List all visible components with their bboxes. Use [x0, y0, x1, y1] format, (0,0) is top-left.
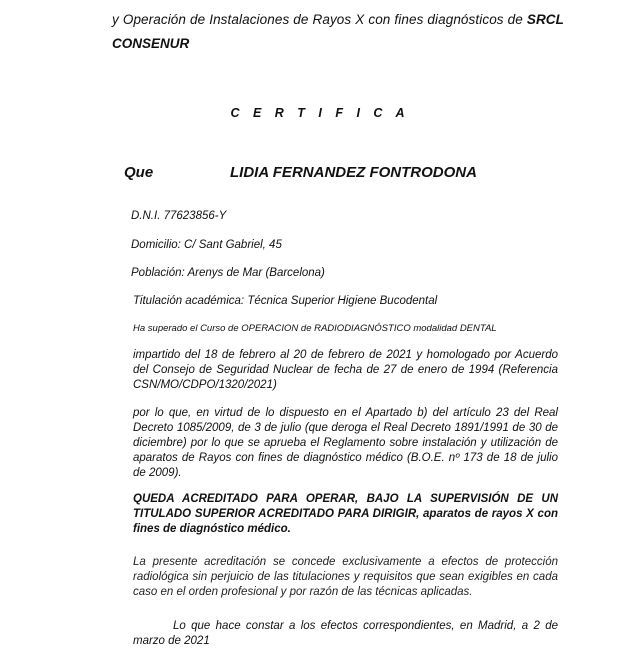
que-label: Que: [124, 164, 154, 181]
accreditation-statement: QUEDA ACREDITADO PARA OPERAR, BAJO LA SUPERVISIÓN DE UN TITULADO SUPERIOR ACREDITADO PARA DIRIGIR, aparatos de rayos X con fines de diagnóstico médico.: [133, 493, 558, 535]
poblacion-field: Población: Arenys de Mar (Barcelona): [131, 267, 325, 279]
domicilio-field: Domicilio: C/ Sant Gabriel, 45: [131, 239, 282, 251]
paragraph-closing: Lo que hace constar a los efectos correspondientes, en Madrid, a 2 de marzo de 2021: [133, 620, 558, 647]
header-line-2: CONSENUR: [112, 36, 190, 51]
header-line-1-text: y Operación de Instalaciones de Rayos X con fines diagnósticos de: [112, 12, 527, 27]
paragraph-scope: La presente acreditación se concede exclusivamente a efectos de protección radiológica sin perjuicio de las titulaciones y requisitos que sean exigibles en cada caso en el orden profesional y por razón de las técnicas aplicadas.: [133, 556, 558, 598]
header-org-name: SRCL: [526, 12, 564, 27]
header-line-1: [112, 12, 564, 27]
dni-field: D.N.I. 77623856-Y: [131, 210, 227, 222]
paragraph-imparted: impartido del 18 de febrero al 20 de febrero de 2021 y homologado por Acuerdo del Consejo de Seguridad Nuclear de fecha de 27 de enero de 1994 (Referencia CSN/MO/CDPO/1320/2021): [133, 349, 558, 391]
titulacion-field: Titulación académica: Técnica Superior Higiene Bucodental: [133, 295, 438, 307]
course-line: Ha superado el Curso de OPERACION de RADIODIAGNÓSTICO modalidad DENTAL: [133, 323, 497, 334]
document-title: C E R T I F I C A: [230, 106, 410, 120]
person-name: LIDIA FERNANDEZ FONTRODONA: [230, 164, 477, 181]
paragraph-legal-basis: por lo que, en virtud de lo dispuesto en el Apartado b) del artículo 23 del Real Decreto 1085/2009, de 3 de julio (que deroga el Real Decreto 1891/1991 de 30 de diciembre) por lo que se aprueba el Reglamento sobre instalación y utilización de aparatos de Rayos con fines de diagnóstico médico (B.O.E. nº 173 de 18 de julio de 2009).: [133, 407, 558, 479]
